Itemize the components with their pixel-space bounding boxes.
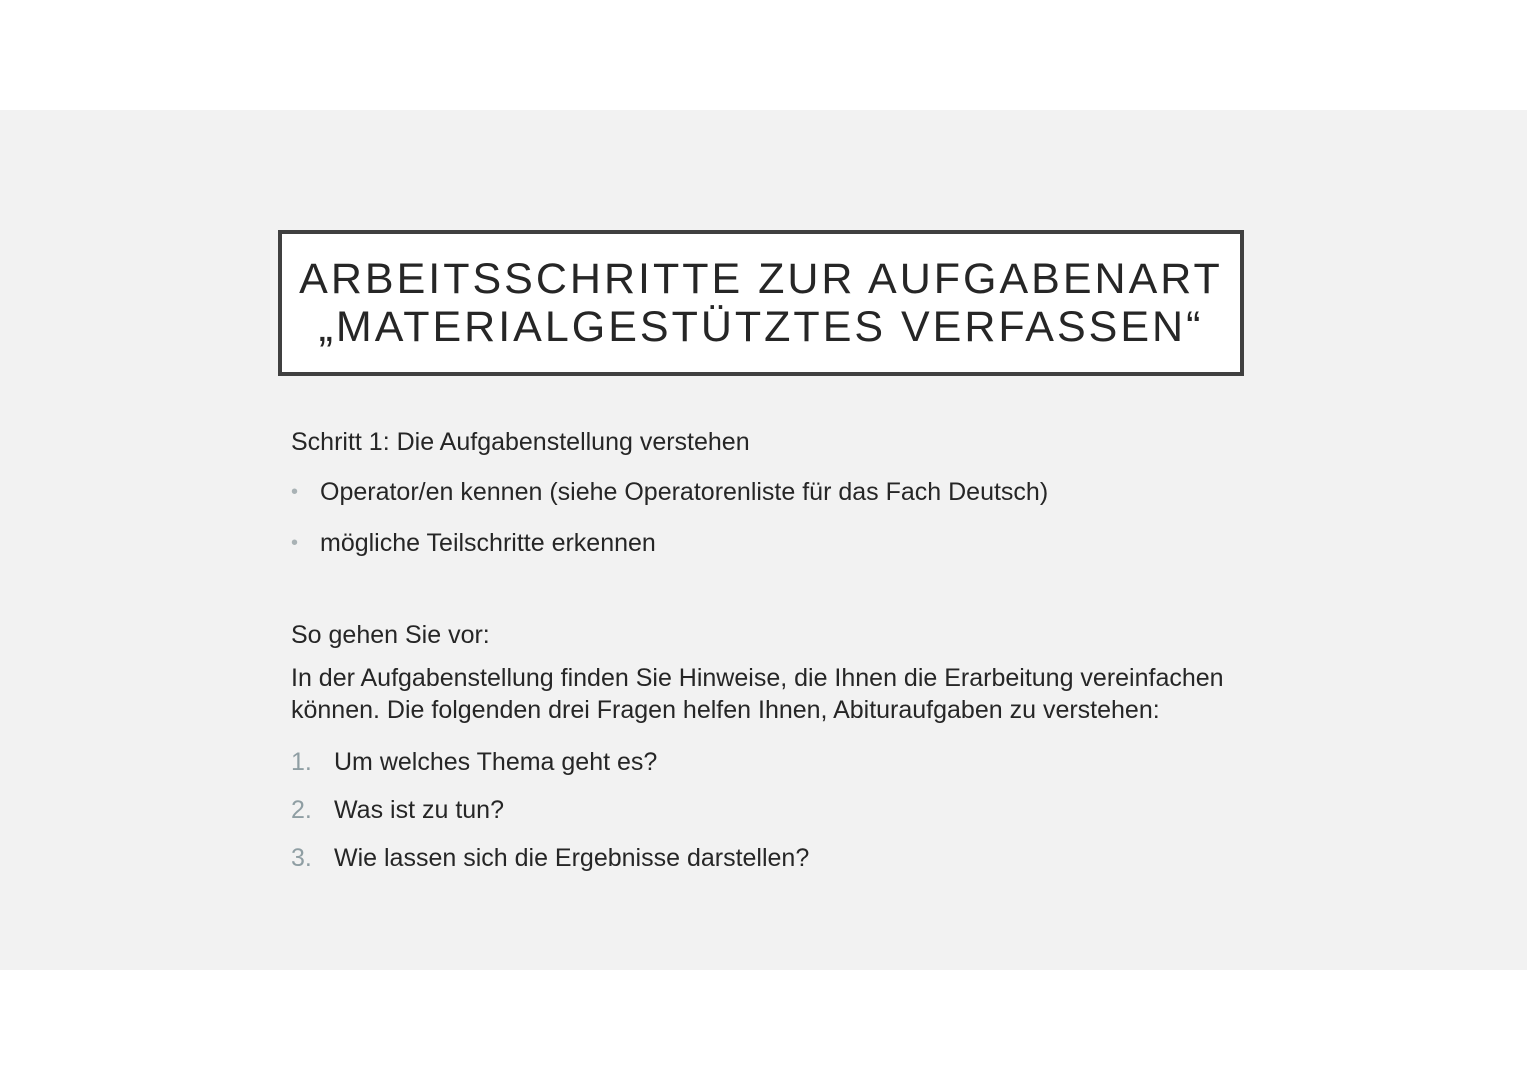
step-heading: Schritt 1: Die Aufgabenstellung verstehen (291, 428, 750, 456)
list-item (291, 472, 1231, 513)
list-item (291, 838, 1231, 878)
list-item (291, 742, 1231, 782)
list-number: 3. (291, 843, 312, 872)
bullet-text: mögliche Teilschritte erkennen (320, 529, 656, 557)
bullet-icon: • (291, 481, 299, 503)
slide-title-line-1: ARBEITSSCHRITTE ZUR AUFGABENART (299, 255, 1223, 303)
question-text: Wie lassen sich die Ergebnisse darstellen? (334, 843, 810, 872)
paragraph-line-2: können. Die folgenden drei Fragen helfen Ihnen, Abituraufgaben zu verstehen: (291, 696, 1160, 724)
intro-text: So gehen Sie vor: (291, 621, 490, 649)
title-box (278, 230, 1244, 376)
bullet-list (291, 472, 1231, 564)
bullet-text: Operator/en kennen (siehe Operatorenliste für das Fach Deutsch) (320, 478, 1049, 506)
slide-title-line-2: „MATERIALGESTÜTZTES VERFASSEN“ (318, 303, 1204, 351)
paragraph-line-1: In der Aufgabenstellung finden Sie Hinweise, die Ihnen die Erarbeitung vereinfachen (291, 664, 1224, 692)
slide-content (291, 422, 1231, 886)
list-item (291, 790, 1231, 830)
list-number: 1. (291, 747, 312, 776)
list-item (291, 523, 1231, 564)
question-text: Um welches Thema geht es? (334, 747, 658, 776)
list-number: 2. (291, 795, 312, 824)
question-text: Was ist zu tun? (334, 795, 504, 824)
slide (0, 110, 1527, 970)
bullet-icon: • (291, 532, 299, 554)
question-list (291, 742, 1231, 878)
paragraph (291, 662, 1231, 726)
